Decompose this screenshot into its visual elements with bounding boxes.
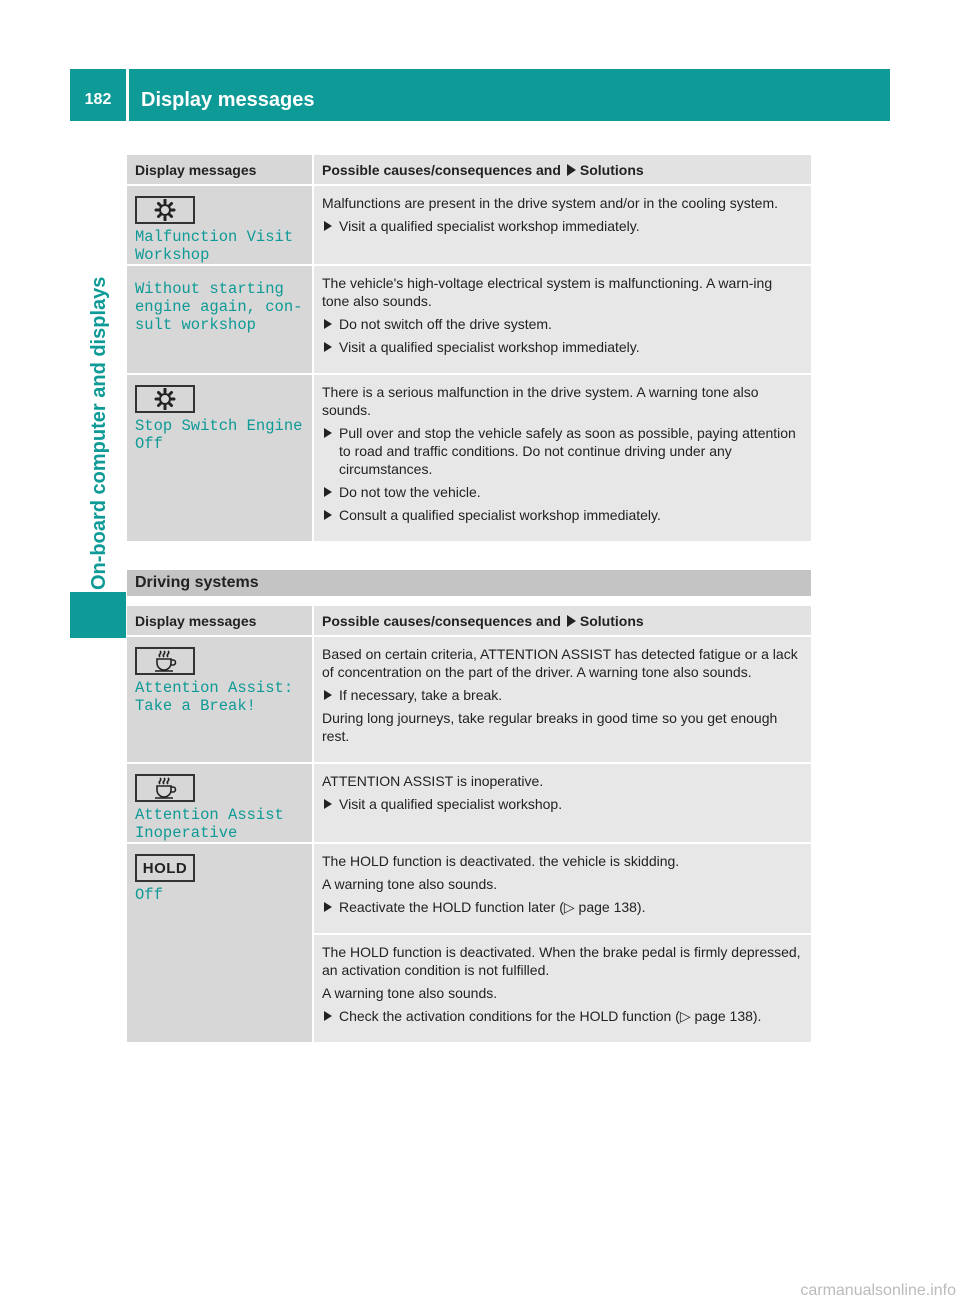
section-title: Driving systems [127, 570, 811, 596]
message-cell [127, 763, 313, 843]
table-row [127, 185, 811, 265]
solution-cell [313, 374, 811, 541]
description-text: Malfunctions are present in the drive system and/or in the cooling system. [322, 195, 778, 211]
watermark: carmanualsonline.info [800, 1282, 956, 1299]
display-message: Attention Assist: Take a Break! [135, 679, 294, 715]
coffee-cup-icon [135, 774, 195, 802]
col-header-solutions [313, 606, 811, 636]
table-row [127, 265, 811, 374]
solution-step: Visit a qualified specialist workshop immediately. [322, 217, 803, 235]
description-text: The HOLD function is deactivated. When the brake pedal is firmly depressed, an activation condition is not fulfilled. [322, 944, 801, 978]
message-cell [127, 185, 313, 265]
solution-cell [313, 843, 811, 934]
col-header-solutions-text: Possible causes/consequences and [322, 613, 561, 629]
description-text: Based on certain criteria, ATTENTION ASSIST has detected fatigue or a lack of concentration on the part of the driver. A warning tone also sounds. [322, 646, 798, 680]
solution-step: Visit a qualified specialist workshop. [322, 795, 803, 813]
solution-cell [313, 636, 811, 763]
col-header-solutions-text: Possible causes/consequences and [322, 162, 561, 178]
col-header-messages: Display messages [127, 606, 313, 636]
table-row [127, 374, 811, 541]
engine-icon [135, 196, 195, 224]
solution-step: Check the activation conditions for the HOLD function (▷ page 138). [322, 1007, 803, 1025]
display-message: Off [135, 886, 163, 904]
col-header-solutions [313, 155, 811, 185]
engine-icon [135, 385, 195, 413]
solution-cell [313, 185, 811, 265]
solution-step: Do not switch off the drive system. [322, 315, 803, 333]
description-text: ATTENTION ASSIST is inoperative. [322, 773, 544, 789]
display-messages-table [127, 155, 811, 541]
hold-icon [135, 854, 195, 882]
display-message: Malfunction Visit Workshop [135, 228, 294, 264]
message-cell [127, 843, 313, 1042]
description-text: There is a serious malfunction in the drive system. A warning tone also sounds. [322, 384, 759, 418]
page-number: 182 [84, 91, 112, 108]
col-header-messages: Display messages [127, 155, 313, 185]
description-text: The HOLD function is deactivated. the vehicle is skidding. [322, 853, 680, 869]
description-text: During long journeys, take regular breaks in good time so you get enough rest. [322, 710, 778, 744]
message-cell [127, 265, 313, 374]
chapter-marker [70, 592, 126, 638]
driving-systems-table [127, 606, 811, 1042]
solution-step: Visit a qualified specialist workshop immediately. [322, 338, 803, 356]
solution-step: Consult a qualified specialist workshop immediately. [322, 506, 803, 524]
solution-arrow-icon [567, 164, 576, 176]
chapter-label: On-board computer and displays [88, 276, 110, 590]
display-message: Stop Switch Engine Off [135, 417, 303, 453]
coffee-cup-icon [135, 647, 195, 675]
display-message: Attention Assist Inoperative [135, 806, 284, 842]
solution-step: Reactivate the HOLD function later (▷ page 138). [322, 898, 803, 916]
solution-cell [313, 934, 811, 1042]
solution-cell [313, 763, 811, 843]
description-text: A warning tone also sounds. [322, 985, 498, 1001]
message-cell [127, 636, 313, 763]
solution-arrow-icon [567, 615, 576, 627]
header-divider [126, 69, 129, 121]
table-row [127, 763, 811, 843]
table-row [127, 843, 811, 934]
solution-step: If necessary, take a break. [322, 686, 803, 704]
description-text: A warning tone also sounds. [322, 876, 498, 892]
message-cell [127, 374, 313, 541]
solution-cell [313, 265, 811, 374]
solution-step: Pull over and stop the vehicle safely as soon as possible, paying attention to road and traffic conditions. Do not continue driving under any circumstances. [322, 424, 803, 478]
table-row [127, 636, 811, 763]
display-message: Without starting engine again, con‐ sult workshop [135, 280, 303, 334]
page-title: Display messages [141, 89, 315, 111]
description-text: The vehicle's high-voltage electrical system is malfunctioning. A warn‐ing tone also sounds. [322, 275, 773, 309]
solution-step: Do not tow the vehicle. [322, 483, 803, 501]
col-header-solutions-label: Solutions [579, 162, 644, 178]
hold-icon-label: HOLD [142, 859, 188, 877]
col-header-solutions-label: Solutions [579, 613, 644, 629]
